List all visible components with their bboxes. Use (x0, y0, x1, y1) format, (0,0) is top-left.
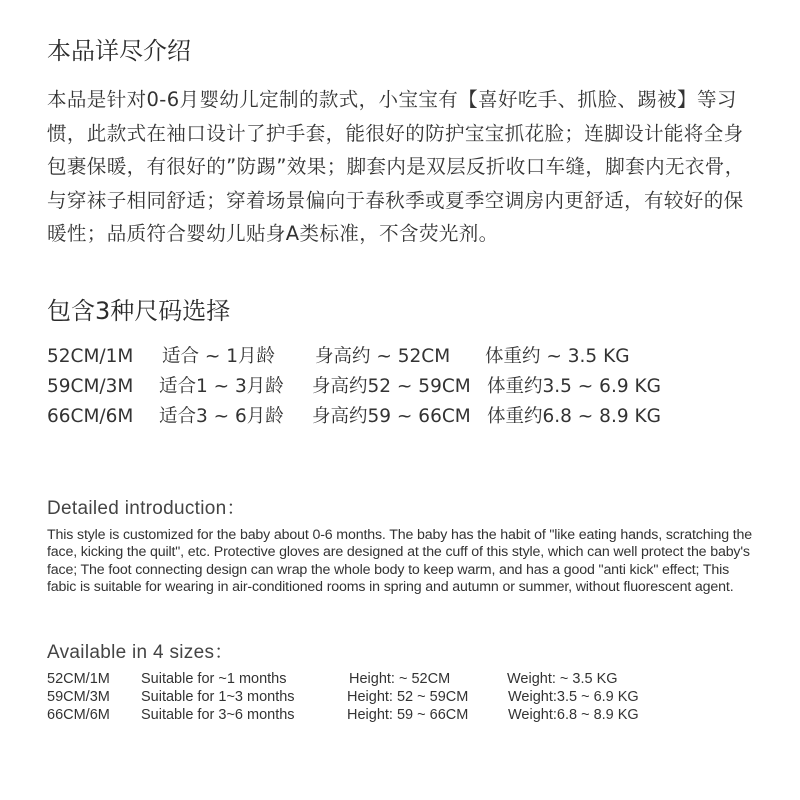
weight-range: 体重约 ~ 3.5 KG (485, 346, 630, 367)
cn-description: 本品是针对0-6月婴幼儿定制的款式，小宝宝有【喜好吃手、抓脸、踢被】等习惯，此款式在袖口设计了护手套，能很好的防护宝宝抓花脸；连脚设计能将全身包裹保暖，有很好的”防踢”效果；脚套内是双层反折收口车缝，脚套内无衣骨，与穿袜子相同舒适；穿着场景偏向于春秋季或夏季空调房内更舒适，有较好的保暖性；品质符合婴幼儿贴身A类标准，不含荧光剂。 (47, 88, 745, 245)
cn-size-row-2 (47, 374, 747, 400)
height-range: 身高约52 ~ 59CM (312, 376, 471, 397)
cn-size-row-3 (47, 404, 747, 430)
age-range: 适合1 ~ 3月龄 (159, 376, 284, 397)
weight-range: Weight: ~ 3.5 KG (507, 671, 618, 687)
size-label: 66CM/6M (47, 707, 110, 723)
size-label: 59CM/3M (47, 689, 110, 705)
height-range: Height: 52 ~ 59CM (347, 689, 469, 705)
en-sizes-title: Available in 4 sizes： (47, 642, 234, 663)
age-range: 适合 ~ 1月龄 (162, 346, 276, 367)
age-range: Suitable for ~1 months (141, 671, 287, 687)
en-size-row-2 (47, 688, 747, 706)
en-size-row-3 (47, 706, 747, 724)
cn-section-title: 本品详尽介绍 (47, 37, 191, 65)
en-section-title: Detailed introduction： (47, 498, 246, 519)
size-label: 52CM/1M (47, 346, 134, 367)
en-description: This style is customized for the baby about 0-6 months. The baby has the habit of "like eating hands, scratching the face, kicking the quilt", etc. Protective gloves are designed at the cuff of this style, which can well protect the baby's face; The foot connecting design can wrap the whole body to keep warm, and has a good "anti kick" effect; This fabic is suitable for wearing in air-conditioned rooms in spring and autumn or summer, without fluorescent agent. (47, 527, 753, 595)
cn-size-row-1 (47, 344, 747, 370)
height-range: 身高约 ~ 52CM (315, 346, 451, 367)
size-label: 66CM/6M (47, 406, 134, 427)
size-label: 52CM/1M (47, 671, 110, 687)
weight-range: 体重约3.5 ~ 6.9 KG (487, 376, 661, 397)
weight-range: 体重约6.8 ~ 8.9 KG (487, 406, 661, 427)
weight-range: Weight:6.8 ~ 8.9 KG (508, 707, 639, 723)
height-range: Height: ~ 52CM (349, 671, 451, 687)
age-range: Suitable for 3~6 months (141, 707, 295, 723)
height-range: Height: 59 ~ 66CM (347, 707, 469, 723)
age-range: Suitable for 1~3 months (141, 689, 295, 705)
height-range: 身高约59 ~ 66CM (312, 406, 471, 427)
age-range: 适合3 ~ 6月龄 (159, 406, 284, 427)
en-size-row-1 (47, 670, 747, 688)
cn-sizes-title: 包含3种尺码选择 (47, 297, 231, 325)
size-label: 59CM/3M (47, 376, 134, 397)
weight-range: Weight:3.5 ~ 6.9 KG (508, 689, 639, 705)
